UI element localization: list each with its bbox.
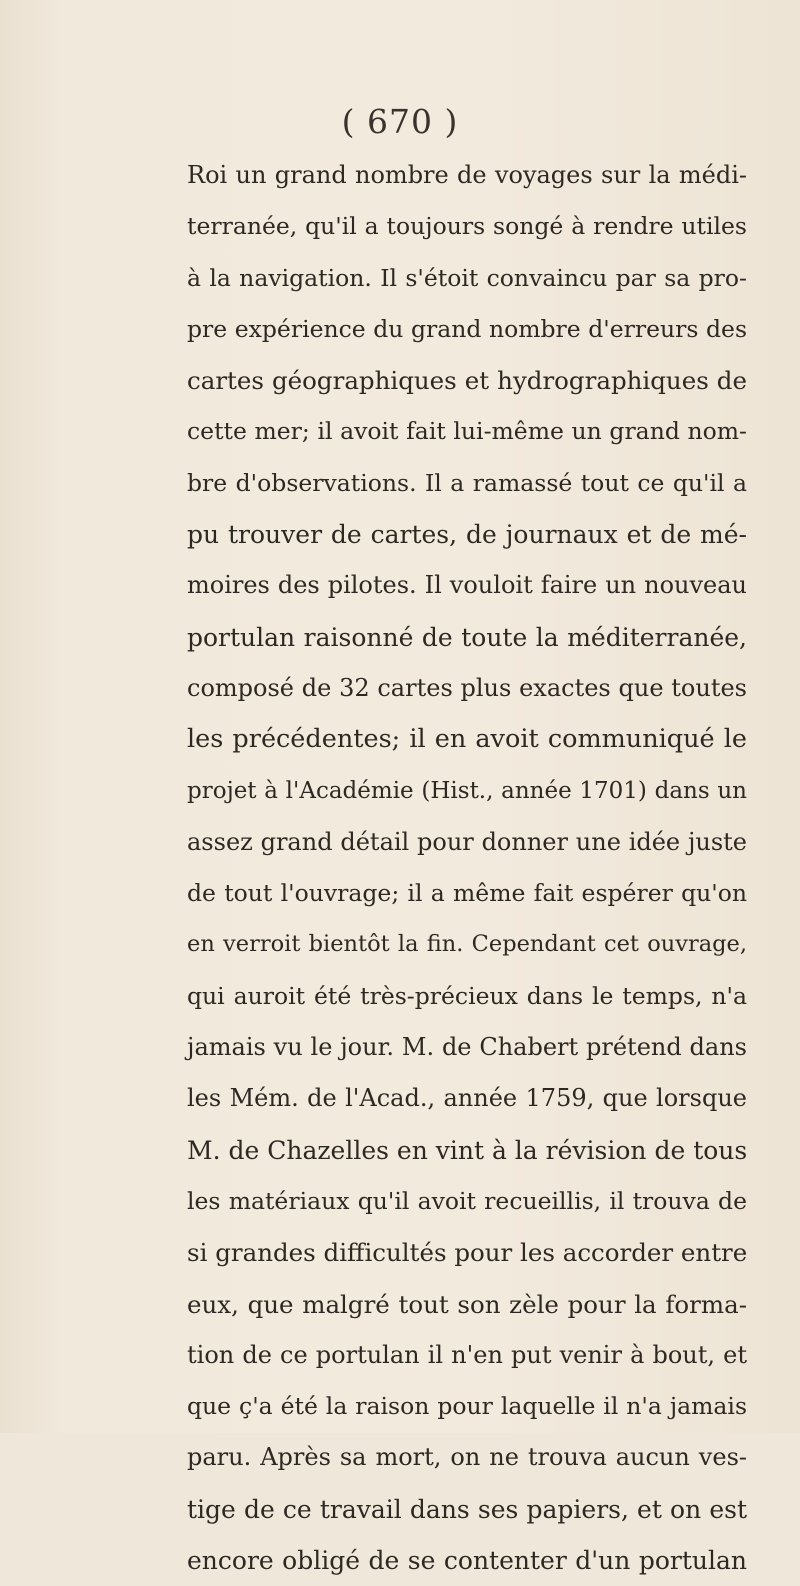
text-line: bre d'observations. Il a ramassé tout ce qu'il a	[187, 468, 747, 497]
text-line: de tout l'ouvrage; il a même fait espérer qu'on	[187, 879, 747, 908]
text-line: portulan raisonné de toute la méditerranée,	[187, 622, 747, 652]
text-line: terranée, qu'il a toujours songé à rendre utiles	[187, 212, 747, 241]
text-line: assez grand détail pour donner une idée juste	[187, 827, 747, 856]
page-number: ( 670 )	[341, 102, 459, 141]
text-line: que ç'a été la raison pour laquelle il n'a jamais	[187, 1392, 747, 1421]
text-line: qui auroit été très-précieux dans le temps, n'a	[187, 981, 747, 1010]
body-text	[187, 150, 747, 1586]
text-line: pu trouver de cartes, de journaux et de mé-	[187, 520, 747, 550]
text-line: les Mém. de l'Acad., année 1759, que lorsque	[187, 1084, 747, 1113]
text-line: si grandes difficultés pour les accorder entre	[187, 1238, 748, 1268]
text-line: composé de 32 cartes plus exactes que toutes	[187, 673, 747, 702]
text-line: tion de ce portulan il n'en put venir à bout, et	[187, 1340, 747, 1369]
text-line: les précédentes; il en avoit communiqué le	[187, 724, 747, 755]
text-line: en verroit bientôt la fin. Cependant cet ouvrage,	[187, 931, 747, 958]
text-line: à la navigation. Il s'étoit convaincu par sa pro-	[187, 263, 747, 292]
text-line: les matériaux qu'il avoit recueillis, il trouva de	[187, 1186, 747, 1215]
text-line: cette mer; il avoit fait lui-même un grand nom-	[187, 417, 747, 446]
text-line: eux, que malgré tout son zèle pour la forma-	[187, 1289, 747, 1319]
text-line: tige de ce travail dans ses papiers, et on est	[187, 1494, 747, 1524]
text-line: M. de Chazelles en vint à la révision de tous	[187, 1135, 748, 1165]
text-line: encore obligé de se contenter d'un portulan	[187, 1546, 747, 1576]
text-line: pre expérience du grand nombre d'erreurs des	[187, 314, 747, 343]
text-line: cartes géographiques et hydrographiques de	[187, 366, 747, 396]
text-line: jamais vu le jour. M. de Chabert prétend dans	[187, 1033, 747, 1062]
text-line: projet à l'Académie (Hist., année 1701) dans un	[187, 777, 747, 804]
text-line: Roi un grand nombre de voyages sur la médi-	[187, 161, 747, 189]
text-line: moires des pilotes. Il vouloit faire un nouveau	[187, 571, 747, 600]
text-line: paru. Après sa mort, on ne trouva aucun ves-	[187, 1443, 747, 1472]
